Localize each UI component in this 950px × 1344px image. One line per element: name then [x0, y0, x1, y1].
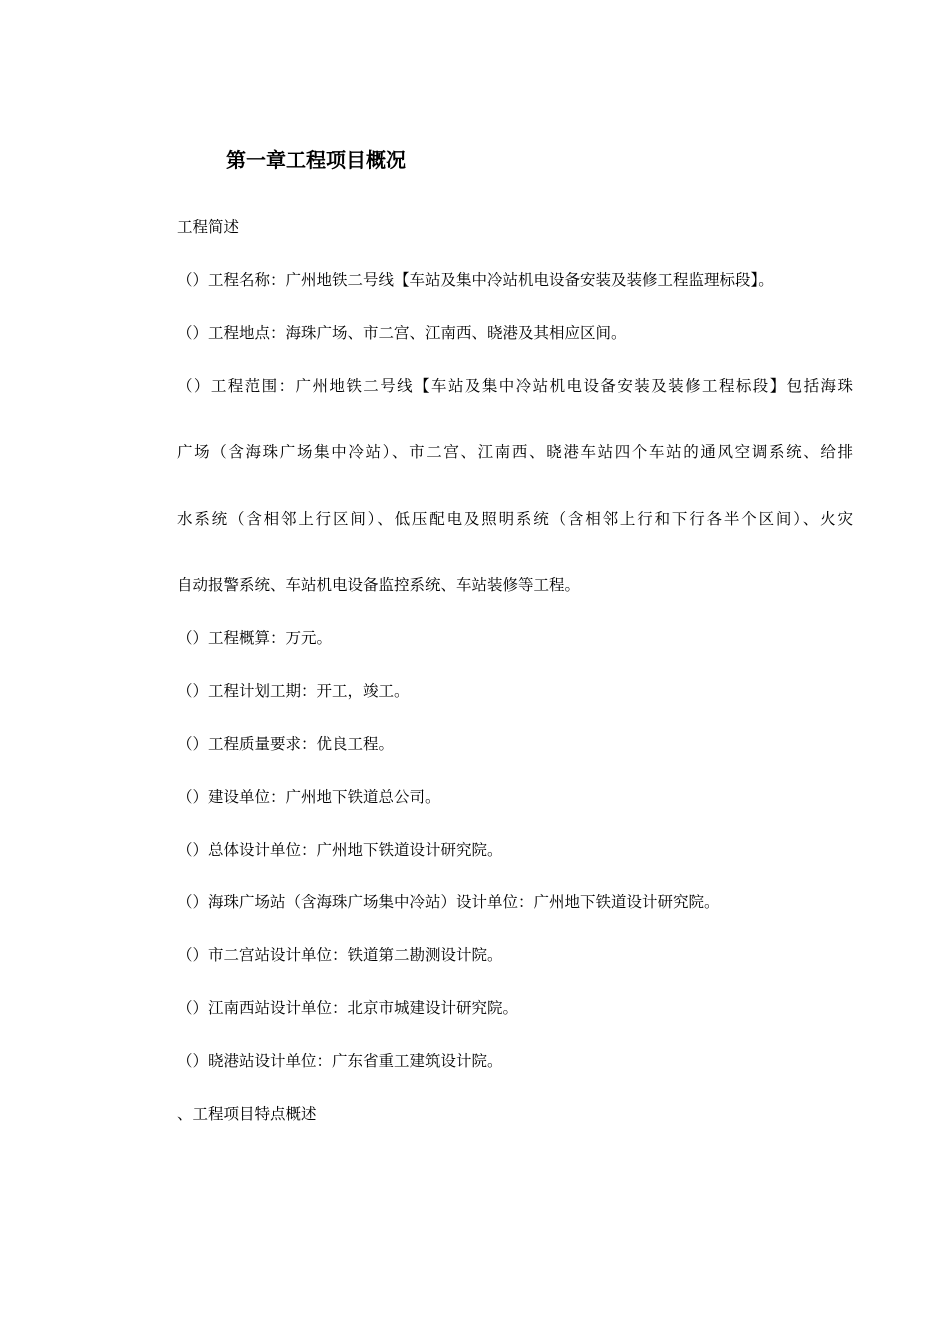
next-section-heading: 、工程项目特点概述 — [177, 1105, 317, 1123]
project-scope-line-3: 水系统（含相邻上行区间）、低压配电及照明系统（含相邻上行和下行各半个区间）、火灾 — [177, 510, 853, 528]
shiergong-designer-item: （）市二宫站设计单位：铁道第二勘测设计院。 — [177, 946, 503, 964]
project-scope-line-1: （）工程范围：广州地铁二号线【车站及集中冷站机电设备安装及装修工程标段】包括海珠 — [177, 377, 853, 395]
project-scope-line-4: 自动报警系统、车站机电设备监控系统、车站装修等工程。 — [177, 576, 581, 594]
project-quality-item: （）工程质量要求：优良工程。 — [177, 735, 395, 753]
section-heading: 工程简述 — [177, 218, 240, 236]
jiangnanxi-designer-item: （）江南西站设计单位：北京市城建设计研究院。 — [177, 999, 519, 1017]
chapter-title: 第一章工程项目概况 — [226, 148, 406, 172]
project-scope-line-2: 广场（含海珠广场集中冷站）、市二宫、江南西、晓港车站四个车站的通风空调系统、给排 — [177, 443, 853, 461]
general-designer-item: （）总体设计单位：广州地下铁道设计研究院。 — [177, 841, 503, 859]
project-location-item: （）工程地点：海珠广场、市二宫、江南西、晓港及其相应区间。 — [177, 324, 627, 342]
project-name-item: （）工程名称：广州地铁二号线【车站及集中冷站机电设备安装及装修工程监理标段】。 — [177, 271, 774, 289]
owner-item: （）建设单位：广州地下铁道总公司。 — [177, 788, 441, 806]
haizhu-designer-item: （）海珠广场站（含海珠广场集中冷站）设计单位：广州地下铁道设计研究院。 — [177, 893, 720, 911]
project-budget-item: （）工程概算：万元。 — [177, 629, 333, 647]
project-schedule-item: （）工程计划工期：开工，竣工。 — [177, 682, 410, 700]
xiaogang-designer-item: （）晓港站设计单位：广东省重工建筑设计院。 — [177, 1052, 503, 1070]
